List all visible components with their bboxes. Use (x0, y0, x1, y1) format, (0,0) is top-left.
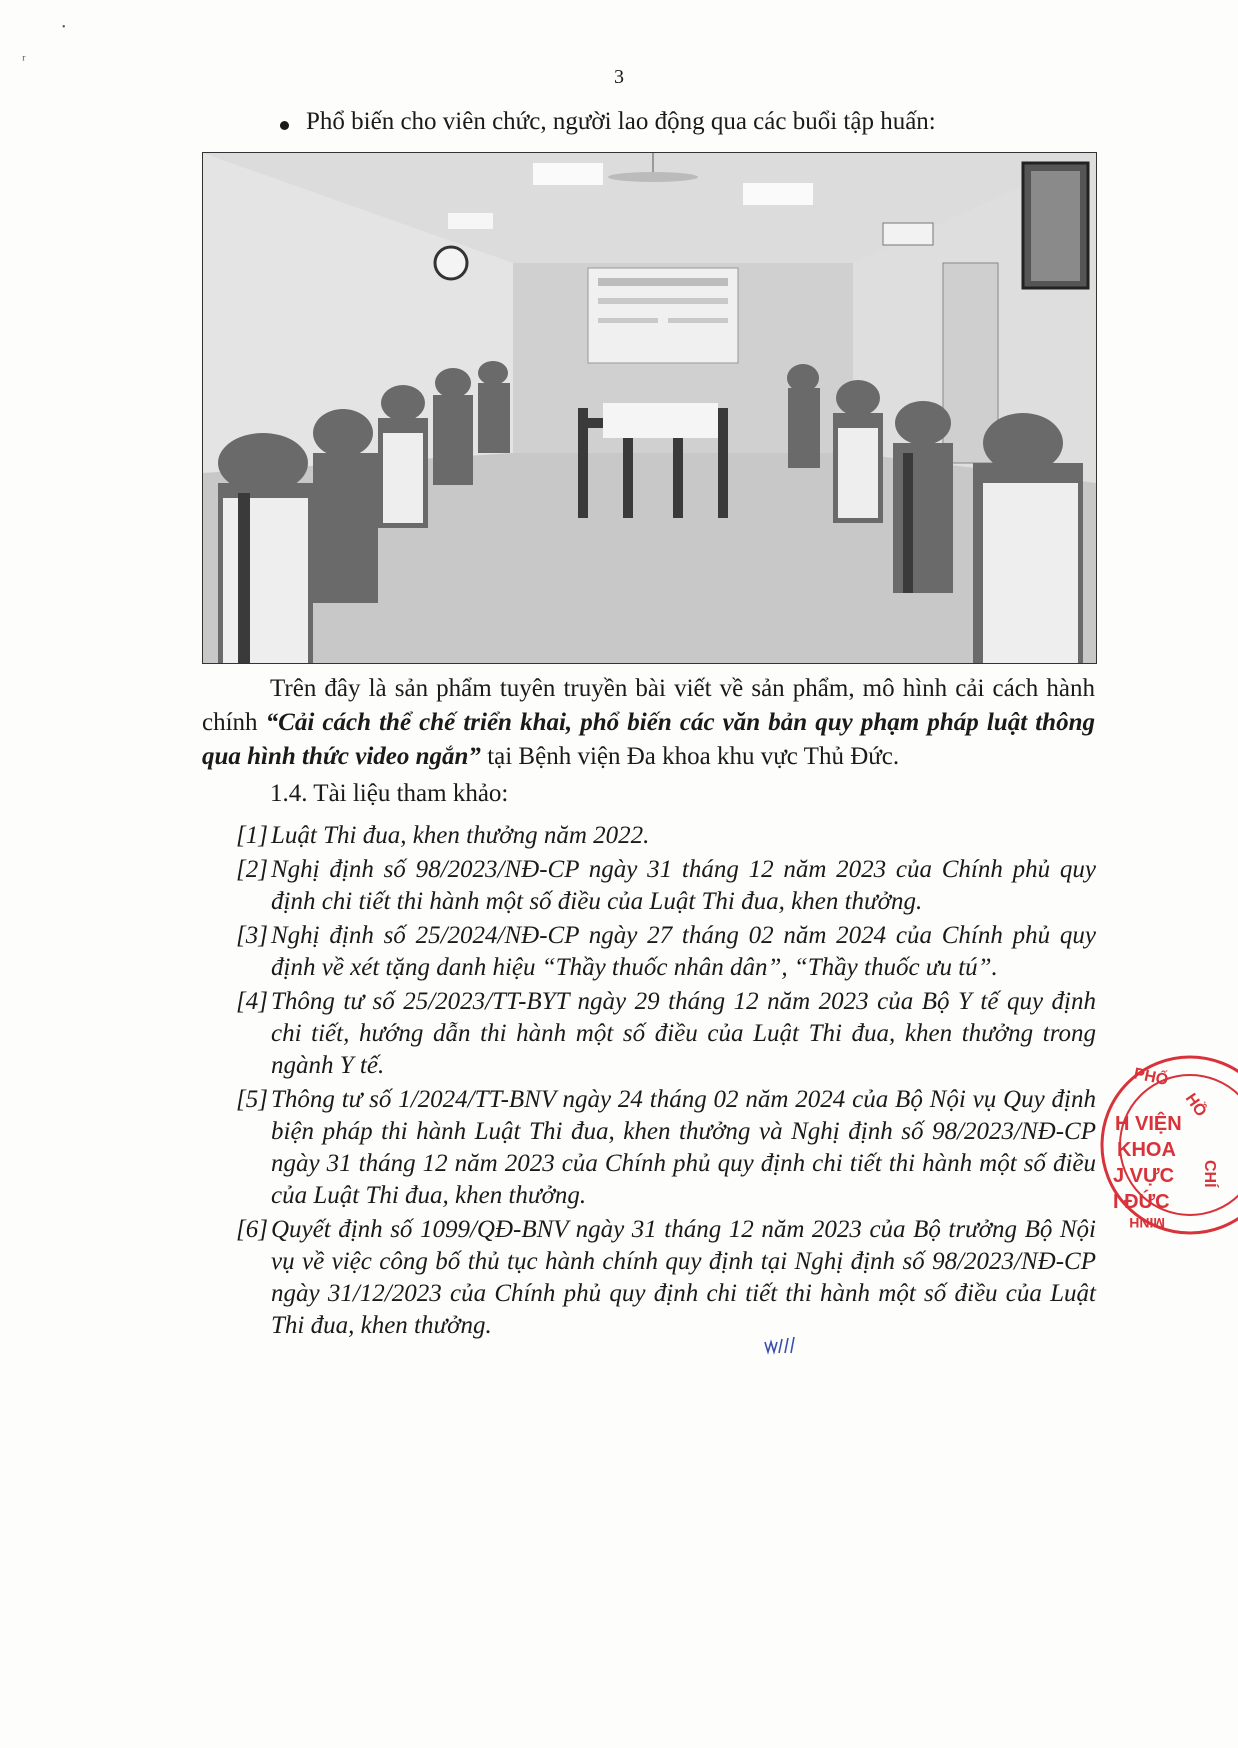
reference-number: [5] (236, 1086, 268, 1113)
summary-paragraph (202, 672, 1095, 774)
reference-number: [6] (236, 1216, 268, 1243)
scan-mark: ᵣ (22, 46, 26, 63)
bullet-text: Phổ biến cho viên chức, người lao động qua các buổi tập huấn: (306, 108, 936, 135)
reference-number: [2] (236, 856, 268, 883)
reference-list (236, 820, 1096, 1344)
section-heading: 1.4. Tài liệu tham khảo: (270, 780, 509, 807)
svg-text:KHOA: KHOA (1117, 1139, 1176, 1161)
reference-item (236, 1214, 1096, 1342)
svg-text:PHỐ: PHỐ (1132, 1065, 1170, 1090)
reference-item (236, 820, 1096, 852)
summary-text-part2: tại Bệnh viện Đa khoa khu vực Thủ Đức. (480, 743, 900, 770)
svg-text:MINH: MINH (1129, 1215, 1165, 1231)
svg-text:J VỰC: J VỰC (1113, 1165, 1175, 1187)
svg-text:I ĐỨC: I ĐỨC (1113, 1191, 1170, 1213)
bullet-item (306, 108, 936, 136)
reference-number: [1] (236, 822, 268, 849)
official-seal-stamp (1095, 1050, 1238, 1240)
reference-text: Nghị định số 25/2024/NĐ-CP ngày 27 tháng 02 năm 2024 của Chính phủ quy định về xét tặng danh hiệu “Thầy thuốc nhân dân”, “Thầy thuốc ưu tú”. (271, 922, 1096, 981)
svg-text:CHÍ: CHÍ (1201, 1160, 1218, 1188)
reference-item (236, 986, 1096, 1082)
reference-number: [3] (236, 922, 268, 949)
summary-emphasis: “Cải cách thể chế triển khai, phổ biến các văn bản quy phạm pháp luật thông qua hình thức video ngắn” (202, 709, 1095, 770)
reference-text: Quyết định số 1099/QĐ-BNV ngày 31 tháng 12 năm 2023 của Bộ trưởng Bộ Nội vụ về việc công bố thủ tục hành chính quy định tại Nghị định số 98/2023/NĐ-CP ngày 31/12/2023 của Chính phủ quy định chi tiết thi hành một số điều của Luật Thi đua, khen thưởng. (271, 1216, 1096, 1339)
reference-item (236, 1084, 1096, 1212)
reference-number: [4] (236, 988, 268, 1015)
bullet-icon (280, 121, 289, 130)
training-session-photo (202, 152, 1097, 664)
reference-text: Thông tư số 1/2024/TT-BNV ngày 24 tháng 02 năm 2024 của Bộ Nội vụ Quy định biện pháp thi hành Luật Thi đua, khen thưởng và Nghị định số 98/2023/NĐ-CP ngày 31 tháng 12 năm 2023 của Chính phủ quy định chi tiết thi hành một số điều của Luật Thi đua, khen thưởng. (271, 1086, 1096, 1209)
page-number: 3 (614, 66, 624, 88)
svg-text:H VIỆN: H VIỆN (1115, 1113, 1182, 1135)
reference-item (236, 854, 1096, 918)
reference-item (236, 920, 1096, 984)
handwritten-initials (762, 1334, 802, 1356)
summary-text-part1: Trên đây là sản phẩm tuyên truyền bài viết về sản phẩm, mô hình cải cách hành chính (202, 675, 1095, 736)
reference-text: Thông tư số 25/2023/TT-BYT ngày 29 tháng 12 năm 2023 của Bộ Y tế quy định chi tiết, hướng dẫn thi hành một số điều của Luật Thi đua, khen thưởng trong ngành Y tế. (271, 988, 1096, 1079)
reference-text: Nghị định số 98/2023/NĐ-CP ngày 31 tháng 12 năm 2023 của Chính phủ quy định chi tiết thi hành một số điều của Luật Thi đua, khen thưởng. (271, 856, 1096, 915)
svg-text:HỒ: HỒ (1181, 1090, 1210, 1120)
reference-text: Luật Thi đua, khen thưởng năm 2022. (271, 822, 650, 849)
scan-mark: • (62, 22, 66, 33)
